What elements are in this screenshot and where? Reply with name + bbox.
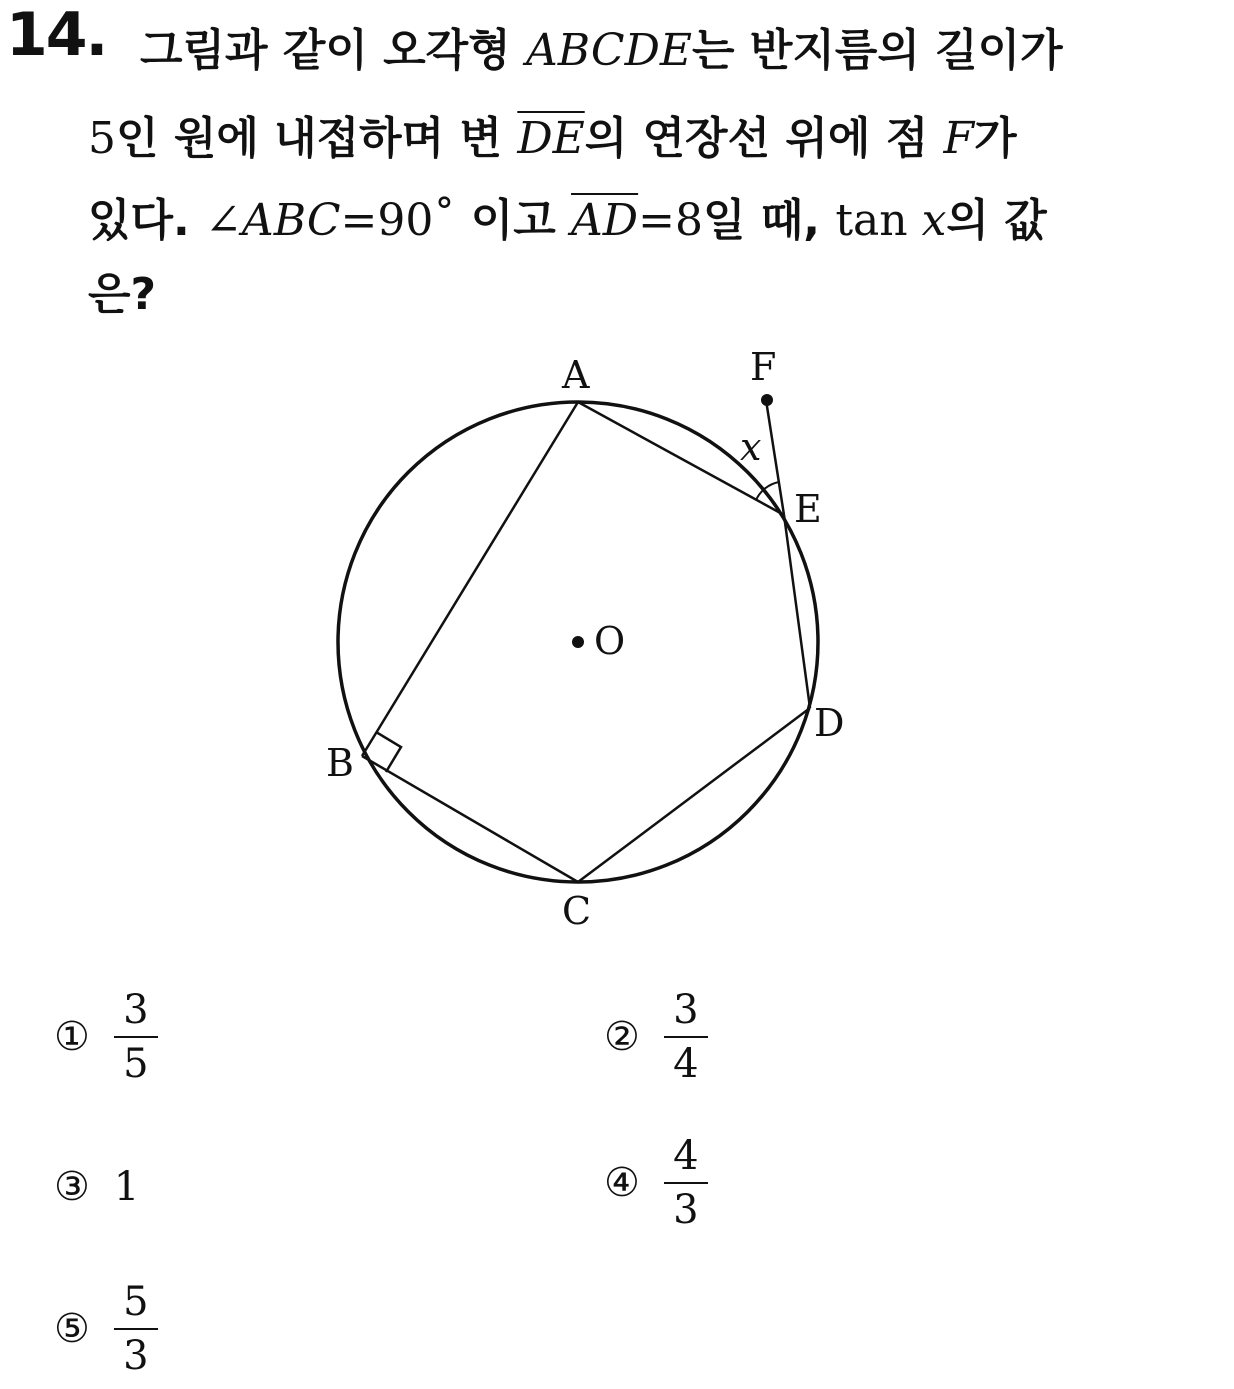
fraction-bar (664, 1182, 708, 1184)
choice-fraction (664, 1133, 708, 1233)
denominator: 3 (123, 1333, 149, 1379)
question-text: 의 값 (946, 195, 1047, 246)
angle-value: =90˚ (340, 195, 456, 246)
question-text: 일 때, (702, 195, 836, 246)
question-number: 14. (6, 0, 107, 70)
choice-number: ④ (604, 1160, 640, 1206)
question-line-3 (88, 184, 1047, 248)
question-text: 그림과 같이 오각형 (140, 25, 526, 76)
question-text: 인 원에 내접하며 변 (116, 113, 518, 164)
question-text: 의 연장선 위에 점 (584, 113, 944, 164)
angle-abc: ∠ABC (205, 195, 341, 246)
side-cb (362, 756, 578, 882)
geometry-figure (300, 330, 900, 950)
side-dc (578, 708, 810, 882)
label-x: x (740, 425, 762, 469)
label-a: A (562, 353, 590, 397)
question-text: 있다. (88, 195, 206, 246)
side-ba (362, 402, 578, 756)
point-f: F (943, 113, 975, 164)
choice-4[interactable] (604, 1133, 708, 1233)
label-c: C (562, 889, 592, 933)
segment-de: $\overline{DE}$ (517, 113, 585, 164)
fraction-bar (664, 1036, 708, 1038)
choice-2[interactable] (604, 987, 708, 1087)
segment-value: =8 (638, 195, 703, 246)
tan-function: tan (835, 195, 922, 246)
center-o-dot (572, 636, 584, 648)
choice-fraction (114, 987, 158, 1087)
denominator: 5 (123, 1041, 149, 1087)
numerator: 3 (673, 987, 699, 1033)
segment-ad: $\overline{AD}$ (571, 195, 639, 246)
choice-number: ① (54, 1014, 90, 1060)
choice-fraction (664, 987, 708, 1087)
denominator: 3 (673, 1187, 699, 1233)
label-d: D (814, 701, 845, 745)
numerator: 3 (123, 987, 149, 1033)
numerator: 5 (123, 1279, 149, 1325)
choice-number: ③ (54, 1164, 90, 1210)
label-e: E (794, 487, 822, 531)
variable-x: x (921, 195, 947, 246)
question-text: 는 반지름의 길이가 (692, 25, 1063, 76)
point-f-dot (761, 394, 773, 406)
choice-number: ② (604, 1014, 640, 1060)
fraction-bar (114, 1328, 158, 1330)
question-line-4: 은? (88, 269, 157, 320)
choice-1[interactable] (54, 987, 158, 1087)
question-text: 이고 (455, 195, 572, 246)
fraction-bar (114, 1036, 158, 1038)
choice-number: ⑤ (54, 1306, 90, 1352)
numerator: 4 (673, 1133, 699, 1179)
choice-value: 1 (113, 1164, 140, 1210)
pentagon-name: ABCDE (526, 25, 692, 76)
label-b: B (326, 741, 354, 785)
choice-fraction (114, 1279, 158, 1379)
question-line-2 (88, 102, 1017, 166)
question-line-1 (140, 14, 1063, 78)
radius-value: 5 (88, 113, 116, 164)
choice-5[interactable] (54, 1279, 158, 1379)
choice-3[interactable] (54, 1164, 139, 1210)
label-f: F (750, 345, 777, 389)
denominator: 4 (673, 1041, 699, 1087)
question-text: 가 (974, 113, 1017, 164)
label-o: O (594, 619, 626, 663)
